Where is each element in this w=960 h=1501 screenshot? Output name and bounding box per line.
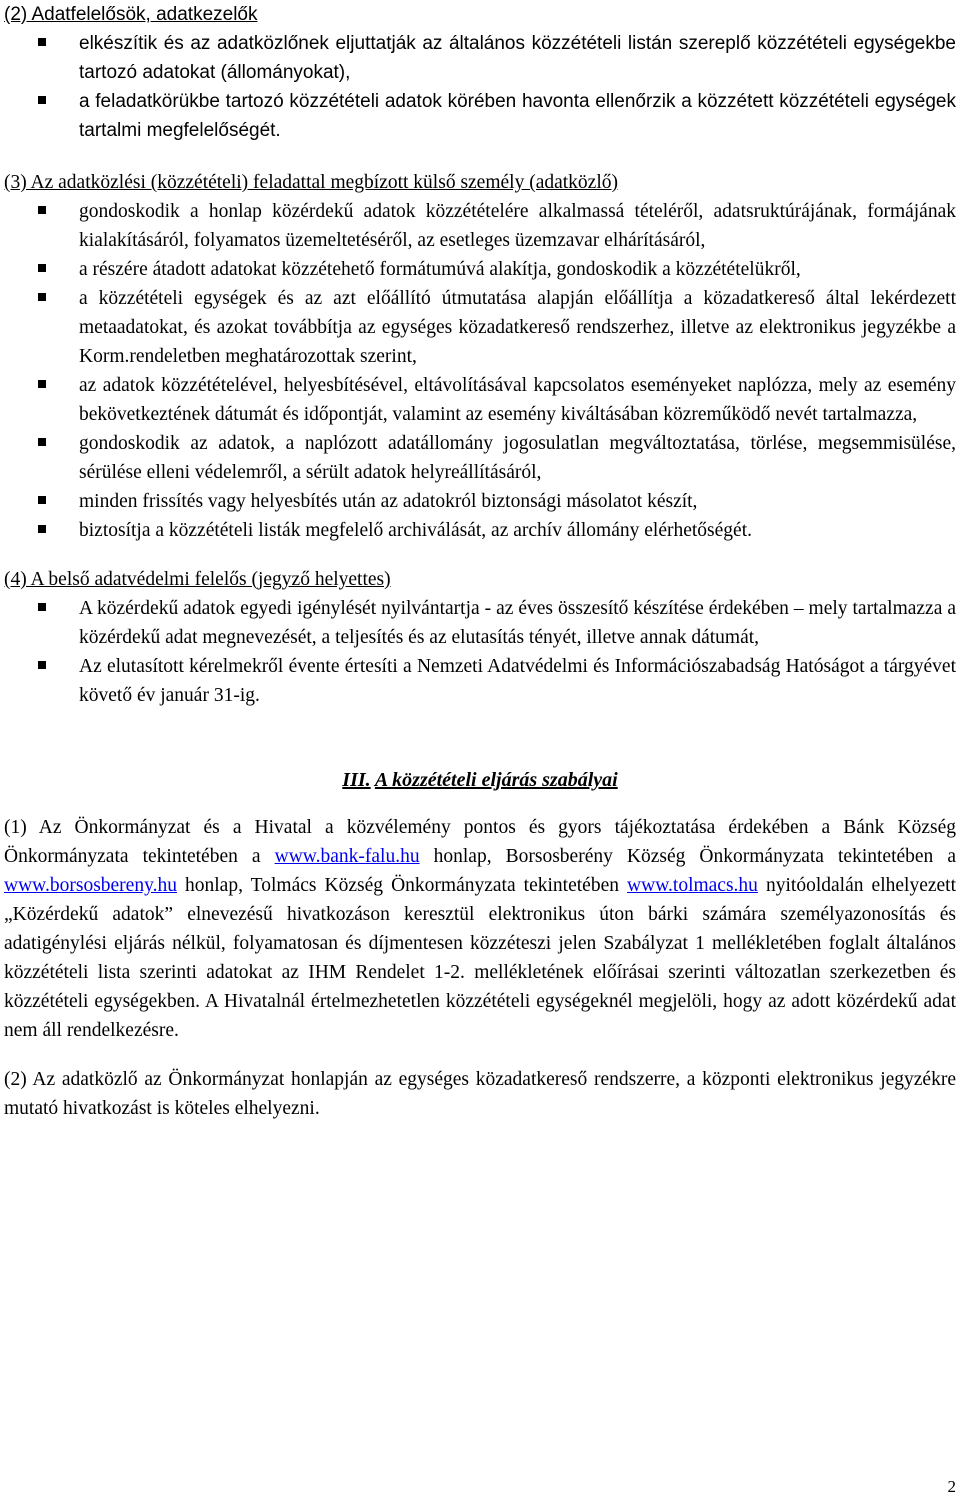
list-item: gondoskodik a honlap közérdekű adatok közzétételére alkalmassá tételéről, adatsruktúrájának, formájának kialakításáról, folyamatos üzemeltetéséről, az esetleges üzemzavar elhárításáról, bbox=[79, 197, 956, 255]
list-item: az adatok közzétételével, helyesbítésével, eltávolításával kapcsolatos eseményeket naplózza, mely az esemény bekövetkeztének dátumát és időpontját, valamint az esemény kiváltásában közreműködő nevét tartalmazza, bbox=[79, 371, 956, 429]
paragraph-1: (1) Az Önkormányzat és a Hivatal a közvélemény pontos és gyors tájékoztatása érdekében a Bánk Község Önkormányzata tekintetében a www.bank-falu.hu honlap, Borsosberény Község Önkormányzata tekintetében a www.borsosbereny.hu honlap, Tolmács Község Önkormányzata tekintetében www.tolmacs.hu nyitóoldalán elhelyezett „Közérdekű adatok” elnevezésű hivatkozáson keresztül elektronikus úton bárki számára személyazonosítás és adatigénylési eljárás nélkül, folyamatosan és díjmentesen közzéteszi jelen Szabályzat 1 mellékletében foglalt általános közzétételi lista szerinti adatokat az IHM Rendelet 1-2. mellékletének előírásai szerinti változatlan szerkezetben és közzétételi egységekben. A Hivatalnál értelmezhetetlen közzétételi egységeknél megjelöli, hogy az adott közérdekű adat nem áll rendelkezésre. bbox=[4, 817, 956, 1041]
list-item: minden frissítés vagy helyesbítés után az adatokról biztonsági másolatot készít, bbox=[79, 487, 956, 516]
document-page bbox=[4, 0, 956, 1123]
section-4-list bbox=[4, 594, 956, 710]
chapter-name: A közzétételi eljárás szabályai bbox=[374, 769, 618, 791]
link-borsosbereny[interactable]: www.borsosbereny.hu bbox=[4, 875, 177, 896]
list-item: a közzétételi egységek és az azt előállító útmutatása alapján előállítja a közadatkereső által lekérdezett metaadatokat, és azokat továbbítja az egységes közadatkereső rendszerhez, illetve az elektronikus jegyzékbe a Korm.rendeletben meghatározottak szerint, bbox=[79, 284, 956, 371]
section-2 bbox=[4, 0, 956, 145]
section-3-list bbox=[4, 197, 956, 545]
section-3 bbox=[4, 168, 956, 545]
section-2-heading: (2) Adatfelelősök, adatkezelők bbox=[4, 4, 258, 25]
list-item: gondoskodik az adatok, a naplózott adatállomány jogosulatlan megváltoztatása, törlése, megsemmisülése, sérülése elleni védelemről, a sérült adatok helyreállításáról, bbox=[79, 429, 956, 487]
link-bank-falu[interactable]: www.bank-falu.hu bbox=[274, 846, 420, 867]
link-tolmacs[interactable]: www.tolmacs.hu bbox=[627, 875, 758, 896]
chapter-number: III. bbox=[342, 769, 371, 791]
list-item: Az elutasított kérelmekről évente értesíti a Nemzeti Adatvédelmi és Információszabadság Hatóságot a tárgyévet követő év január 31-ig. bbox=[79, 652, 956, 710]
section-4 bbox=[4, 565, 956, 710]
list-item: elkészítik és az adatközlőnek eljuttatják az általános közzétételi listán szereplő közzétételi egységekbe tartozó adatokat (állományokat), bbox=[79, 29, 956, 87]
list-item: A közérdekű adatok egyedi igénylését nyilvántartja - az éves összesítő készítése érdekében – mely tartalmazza a közérdekű adat megnevezését, a teljesítés és az elutasítás tényét, illetve annak dátumát, bbox=[79, 594, 956, 652]
chapter-title bbox=[4, 766, 956, 795]
section-3-heading: (3) Az adatközlési (közzétételi) feladattal megbízott külső személy (adatközlő) bbox=[4, 172, 618, 193]
section-2-list bbox=[4, 29, 956, 145]
list-item: a részére átadott adatokat közzétehető formátumúvá alakítja, gondoskodik a közzétételükről, bbox=[79, 255, 956, 284]
list-item: biztosítja a közzétételi listák megfelelő archiválását, az archív állomány elérhetőségét. bbox=[79, 516, 956, 545]
section-4-heading: (4) A belső adatvédelmi felelős (jegyző helyettes) bbox=[4, 569, 391, 590]
paragraph-2: (2) Az adatközlő az Önkormányzat honlapján az egységes közadatkereső rendszerre, a központi elektronikus jegyzékre mutató hivatkozást is köteles elhelyezni. bbox=[4, 1069, 956, 1119]
page-number: 2 bbox=[947, 1477, 956, 1496]
list-item: a feladatkörükbe tartozó közzétételi adatok körében havonta ellenőrzik a közzétett közzétételi egységek tartalmi megfelelőségét. bbox=[79, 87, 956, 145]
